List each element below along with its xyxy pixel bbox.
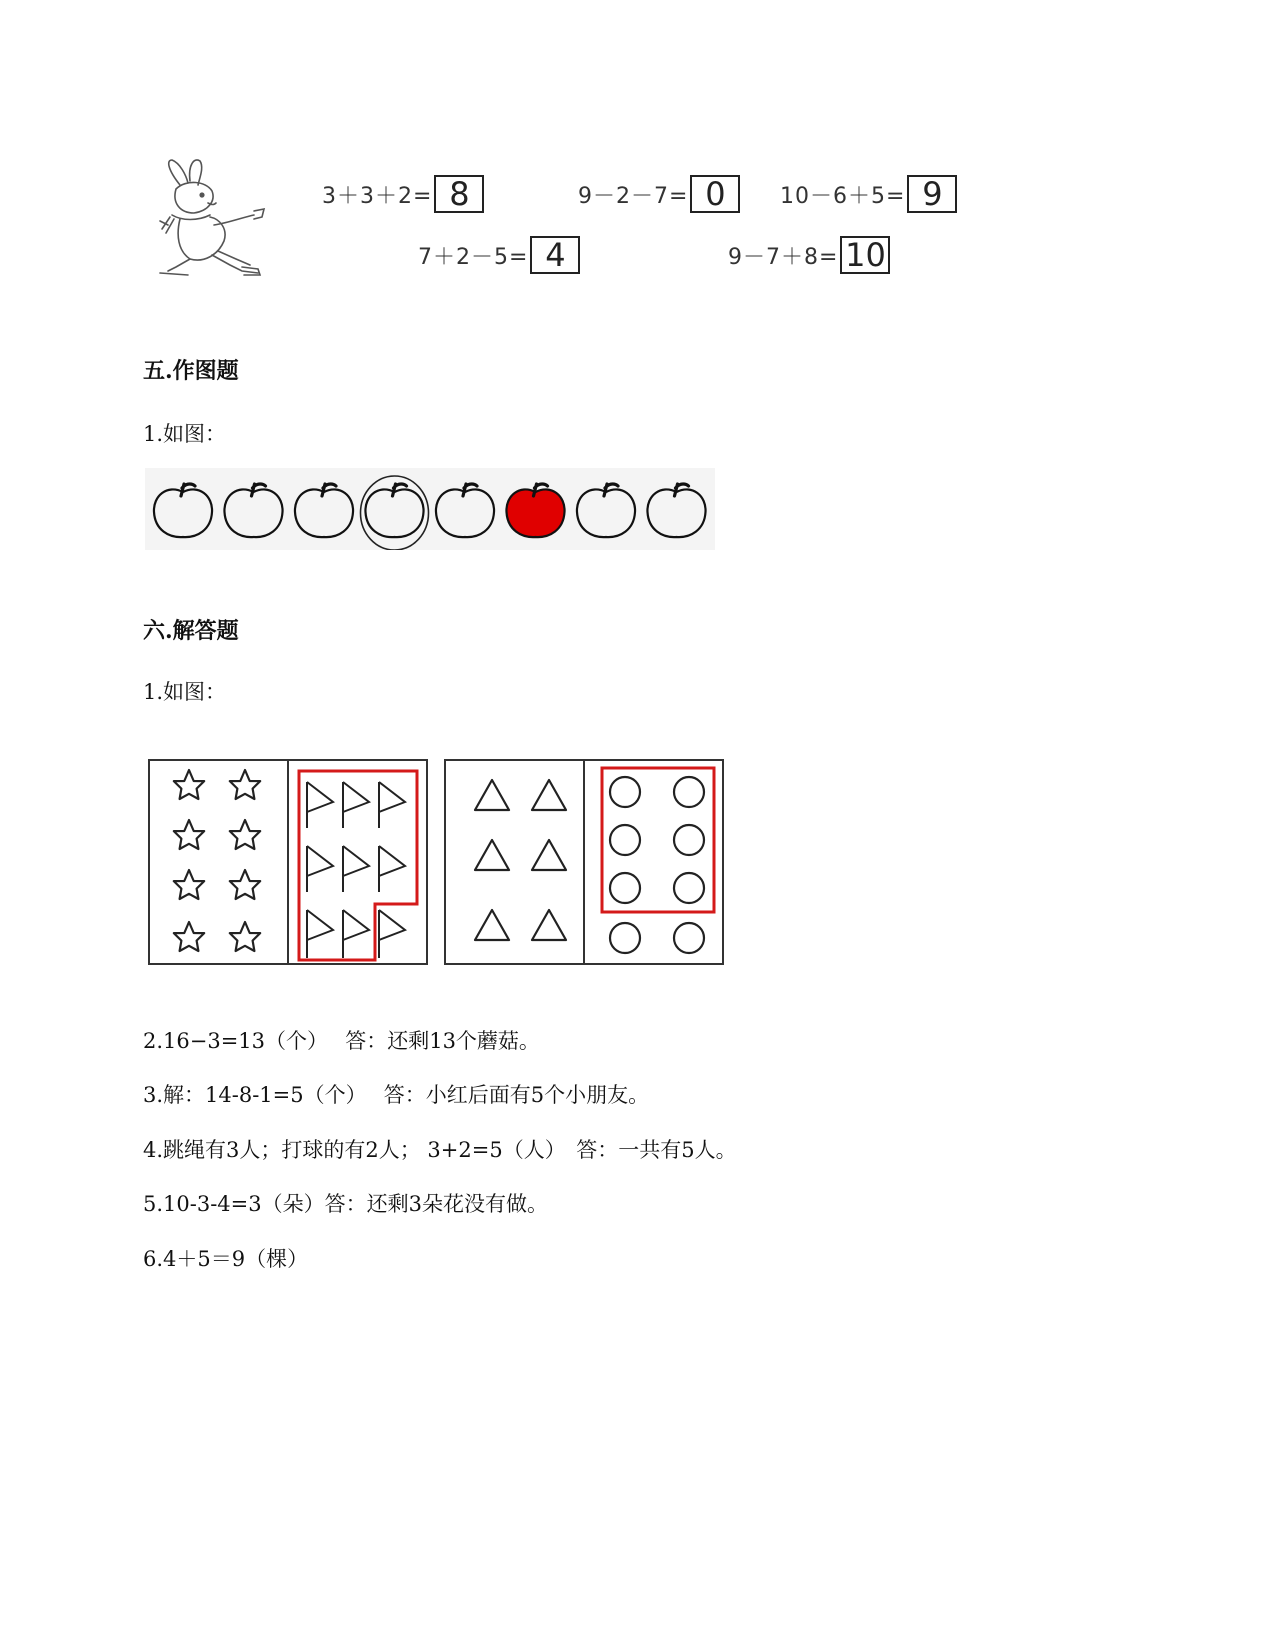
flags-group bbox=[307, 782, 405, 958]
flag-icon bbox=[307, 846, 333, 892]
circle-icon bbox=[610, 923, 640, 953]
flag-icon bbox=[343, 846, 369, 892]
equation bbox=[728, 236, 890, 274]
flag-icon bbox=[343, 910, 369, 958]
triangle-icon bbox=[475, 910, 509, 940]
triangle-icon bbox=[475, 780, 509, 810]
apples-background bbox=[145, 468, 715, 550]
equation bbox=[780, 175, 957, 213]
answer-box: 10 bbox=[840, 236, 890, 274]
apples-figure bbox=[145, 468, 715, 550]
section-heading: 六.解答题 bbox=[143, 618, 239, 644]
equation-expression: 10－6＋5= bbox=[780, 183, 906, 209]
equation-expression: 3＋3＋2= bbox=[322, 183, 433, 209]
equation-expression: 9－7＋8= bbox=[728, 244, 839, 270]
flag-icon bbox=[307, 782, 333, 828]
equation bbox=[322, 175, 484, 213]
equation-expression: 9－2－7= bbox=[578, 183, 689, 209]
equation-expression: 7＋2－5= bbox=[418, 244, 529, 270]
triangle-icon bbox=[475, 840, 509, 870]
equation bbox=[418, 236, 580, 274]
question-label: 1.如图： bbox=[143, 422, 227, 446]
equation bbox=[578, 175, 740, 213]
star-icon bbox=[230, 870, 260, 899]
triangles-group bbox=[475, 780, 566, 940]
star-icon bbox=[230, 820, 260, 849]
flag-icon bbox=[379, 782, 405, 828]
answer-box: 8 bbox=[434, 175, 484, 213]
circle-icon bbox=[674, 923, 704, 953]
red-apple-icon bbox=[506, 484, 564, 537]
answer-box: 0 bbox=[690, 175, 740, 213]
question-label: 1.如图： bbox=[143, 680, 227, 704]
stars-group bbox=[174, 770, 260, 951]
rabbit-illustration bbox=[158, 155, 288, 280]
answer-line: 4.跳绳有3人；打球的有2人； 3+2=5（人） 答：一共有5人。 bbox=[143, 1138, 737, 1162]
star-icon bbox=[230, 922, 260, 951]
flag-icon bbox=[379, 910, 405, 958]
flag-icon bbox=[307, 910, 333, 958]
star-icon bbox=[174, 820, 204, 849]
circle-icon bbox=[674, 777, 704, 807]
star-icon bbox=[174, 870, 204, 899]
circle-icon bbox=[610, 777, 640, 807]
triangle-icon bbox=[532, 840, 566, 870]
triangle-icon bbox=[532, 780, 566, 810]
answer-line: 6.4＋5＝9（棵） bbox=[143, 1247, 309, 1271]
answer-line: 5.10-3-4=3（朵）答：还剩3朵花没有做。 bbox=[143, 1192, 548, 1216]
answer-box: 9 bbox=[907, 175, 957, 213]
answer-box: 4 bbox=[530, 236, 580, 274]
grouping-figure bbox=[147, 758, 727, 968]
circle-icon bbox=[674, 873, 704, 903]
flag-icon bbox=[379, 846, 405, 892]
star-icon bbox=[230, 770, 260, 799]
triangle-icon bbox=[532, 910, 566, 940]
circles-group bbox=[610, 777, 704, 953]
section-heading: 五.作图题 bbox=[143, 358, 239, 384]
circle-icon bbox=[610, 825, 640, 855]
circle-icon bbox=[610, 873, 640, 903]
answer-line: 2.16−3=13（个） 答：还剩13个蘑菇。 bbox=[143, 1029, 540, 1053]
answer-line: 3.解：14-8-1=5（个） 答：小红后面有5个小朋友。 bbox=[143, 1083, 650, 1107]
flag-icon bbox=[343, 782, 369, 828]
circles-highlight bbox=[602, 768, 714, 912]
star-icon bbox=[174, 922, 204, 951]
circle-icon bbox=[674, 825, 704, 855]
star-icon bbox=[174, 770, 204, 799]
